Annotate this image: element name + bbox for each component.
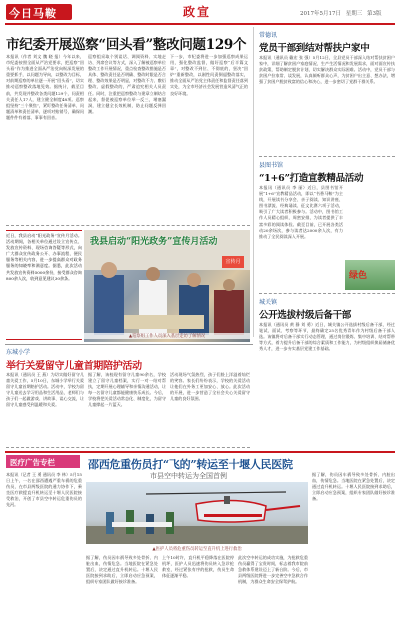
right-section-3: 城关镇 [259, 299, 278, 306]
helicopter-scene [86, 482, 308, 544]
medical-tag [6, 455, 80, 468]
lead-divider [6, 225, 250, 226]
medical-body-4: 此次空中转运的成功实施，为抢救危重伤员赢得了宝贵时间，标志着我市院前急救体系建设迈上了新台阶。今后，市县两级医院将进一步完善空中急救合作机制，为群众生命安全保驾护航。 [238, 555, 308, 585]
bottom-body-3: 活动现场气氛热烈，孩子们脸上洋溢着灿烂的笑容。家长们纷纷表示，学校的关爱活动让他们在外务工更加安心、放心。此次活动的开展，进一步营造了全社会关心关爱留守儿童的良好氛围。 [170, 372, 250, 402]
medical-body-1: 本报讯（记者 王 勇 通讯员 李 林）5月15日上午，一名在邵西遭遇严重车祸的危重伤员，在市县两级医院的通力协作下，乘坐医疗救援直升机转运至十堰人民医院接受救治，开创了市县空中转运危重伤员的先河。 [6, 472, 82, 508]
medical-photo [86, 482, 308, 544]
right-body-2: 本报讯（通讯员 李 丽）近日，县图书馆开展“1+6”宣教精品活动，即以“书香马鞍”为主线，开展读书分享会、亲子阅读、知识讲座、图书漂流、经典诵读、征文比赛六项子活动，吸引了广大读者积极参与。活动中，图书馆工作人员精心组织、周密安排，为读者提供了丰富多彩的阅读体验。截至目前，已开展各类活动20余场次，参与读者达2000余人次，有力推动了全民阅读深入开展。 [259, 185, 343, 239]
lead-photo [84, 230, 250, 342]
photo-headline: 我县启动“阳光政务”宣传月活动 [90, 237, 218, 247]
right-body-3: 本报讯（通讯员 黄 静 刘 勇）近日，城关镇公开选拔村级后备干部，经过笔试、面试、考察等环节，最终确定25名优秀青年作为村级后备干部人选。该镇将对后备干部实行动态管理，通过岗位锻炼、集中培训、结对帮带等方式，着力提升后备干部的综合素质和工作能力，为村级组织换届储备优秀人才，进一步夯实基层党建工作基础。 [259, 322, 395, 352]
lead-column-3: 下一步，市纪委将进一步加强巡察成果运用，强化整改监督，做好巡察“后半篇文章”，对整改不到位、不彻底的，坚决“回炉”重新整改，以刚性问责倒逼整改落实，推动全面从严治党主体责任和监督责任落到实处，为全市经济社会发展营造风清气正的良好环境。 [170, 54, 248, 96]
lead-text-box [6, 230, 82, 340]
issue-date: 2017年5月17日 [300, 11, 341, 17]
medical-body-3: 上午10时许，直升机平稳降落在医院停机坪，医护人员迅速将伤员转入急诊抢救室，经过紧张有序的抢救，伤员生命体征逐渐平稳。 [162, 555, 234, 579]
medical-rule [5, 451, 395, 453]
right-section-1: 常德讯 [259, 32, 278, 39]
medical-photo-caption: ▲医护人员将危重伤员转运至直升机上进行救治 [152, 547, 242, 552]
medical-tag-text: 医疗广告专栏 [10, 458, 55, 467]
lead-column-4: 近日，我县启动“阳光政务”宣传月活动。活动期间，各相关单位通过设立宣传点、发放宣传资料、现场咨询答疑等形式，向广大群众宣传政务公开、办事流程、便民服务等相关内容，进一步提高群众对政务服务的知晓率和满意度。据悉，此次活动共发放宣传资料5000余份，接受群众咨询800余人次，收到意见建议30余条。 [6, 233, 82, 281]
header-rule [5, 23, 395, 25]
bottom-headline: 举行关爱留守儿童首期陪护活动 [6, 361, 142, 372]
right-photo-label: 绿色 [349, 271, 368, 281]
mid-rule [5, 344, 253, 345]
medical-body-5: 据了解，伤员因车祸导致多处骨折、内脏出血，伤情危急。当地医院在紧急处置后，决定通过直升机转运。十堰人民医院接到求助后，立即启动应急预案，组织专家团队做好接诊准备。 [312, 472, 395, 502]
issue-weekday: 星期三 [345, 11, 363, 17]
right-photo [345, 260, 395, 290]
lead-photo-caption: ▲巡察组工作人员深入基层走访了解情况 [84, 333, 250, 339]
issue-info [300, 9, 382, 17]
section-title: 政宣 [183, 5, 212, 19]
masthead-text: 今日马鞍 [9, 7, 57, 20]
bottom-body-1: 本报讯（通讯员 王 燕）为切实做好留守儿童关爱工作，5月10日，东城小学举行关爱留守儿童首期陪护活动。活动中，学校为留守儿童送去学习用品和生活用品，老师们与孩子们一起做游戏、讲故事、谈心交流，让留守儿童感受到温暖和关爱。 [6, 372, 84, 408]
column-divider [253, 27, 254, 337]
bottom-body-2: 据了解，该校现有留守儿童90余名，学校建立了留守儿童档案，实行一对一结对帮扶，定期开展心理辅导和亲情沟通活动，让每一名留守儿童都能健康快乐成长。今后，学校将把关爱活动常态化、制度化，为留守儿童撑起一片蓝天。 [88, 372, 166, 408]
right-headline-3: 公开选拔村级后备干部 [259, 310, 352, 321]
right-headline-2: “1+6”打造宣教精品活动 [259, 173, 364, 184]
right-headline-1: 党员干部到结对帮扶户家中 [259, 43, 370, 54]
medical-body-2: 据了解，伤员因车祸导致多处骨折、内脏出血，伤情危急。当地医院在紧急处置后，决定通过直升机转运。十堰人民医院接到求助后，立即启动应急预案，组织专家团队做好接诊准备。 [86, 555, 158, 585]
right-section-2: 县图书馆 [259, 162, 284, 169]
medical-headline: 邵西危重伤员打“飞的”转运至十堰人民医院 [88, 458, 293, 471]
photo-sign: 宣传月 [222, 256, 244, 268]
lead-column-2: 巡察组采取个别谈话、调阅资料、实地走访、列席会议等方式，深入了解被巡察单位整改工作开展情况，重点检查整改措施是否具体、整改责任是否明确、整改时限是否合理、整改效果是否明显，对整改不力、敷衍整改、虚假整改的，严肃追究相关人员责任。同时，注重把巡察整改与建章立制结合起来，督促被巡察单位举一反三，堵塞漏洞，建立健全长效机制，防止问题反弹回潮。 [88, 54, 166, 114]
issue-page: 第3版 [367, 11, 382, 17]
right-divider-2 [259, 293, 395, 294]
bottom-section: 东城小学 [6, 349, 31, 356]
lead-headline: 市纪委开展巡察“回头看”整改问题129个 [6, 37, 247, 53]
lead-column-1: 本报讯（作者 刘文 魏 晓 报）今年以来，市纪委按照全面从严治党要求，把巡察“回头看”作为推进全面从严治党向纵深发展的重要抓手，以问题为导向，以整改为目标，对前期巡察的单位逐一开展“回头看”，切实推动巡察整改落地见效。据统计，截至目前，共发现并整改各类问题129个，问责相关责任人17人，建立健全制度48项。巡察组坚持“三个聚焦”，紧盯整改任务清单、问题清单和责任清单，逐项对账销号，确保问题件件有着落、事事有回音。 [6, 54, 84, 120]
right-body-1: 本报讯（通讯员 戴宏 张 强）5月12日，全县党员干部深入结对帮扶贫困户家中，详细了解贫困户家庭情况、生产生活情况和发展需求，面对面宣传扶贫政策，帮助制定脱贫计划，切实解决群众实际困难。活动中，党员干部与贫困户拉家常、谈发展，认真倾听群众心声，为贫困户出主意、想办法，增强了贫困户脱贫致富的信心和决心，进一步密切了党群干群关系。 [259, 55, 395, 85]
bottom-divider [6, 447, 250, 448]
right-divider-1 [259, 156, 395, 157]
masthead-logo [6, 4, 72, 20]
medical-subtitle: 市县空中转运为全国首例 [150, 472, 227, 480]
